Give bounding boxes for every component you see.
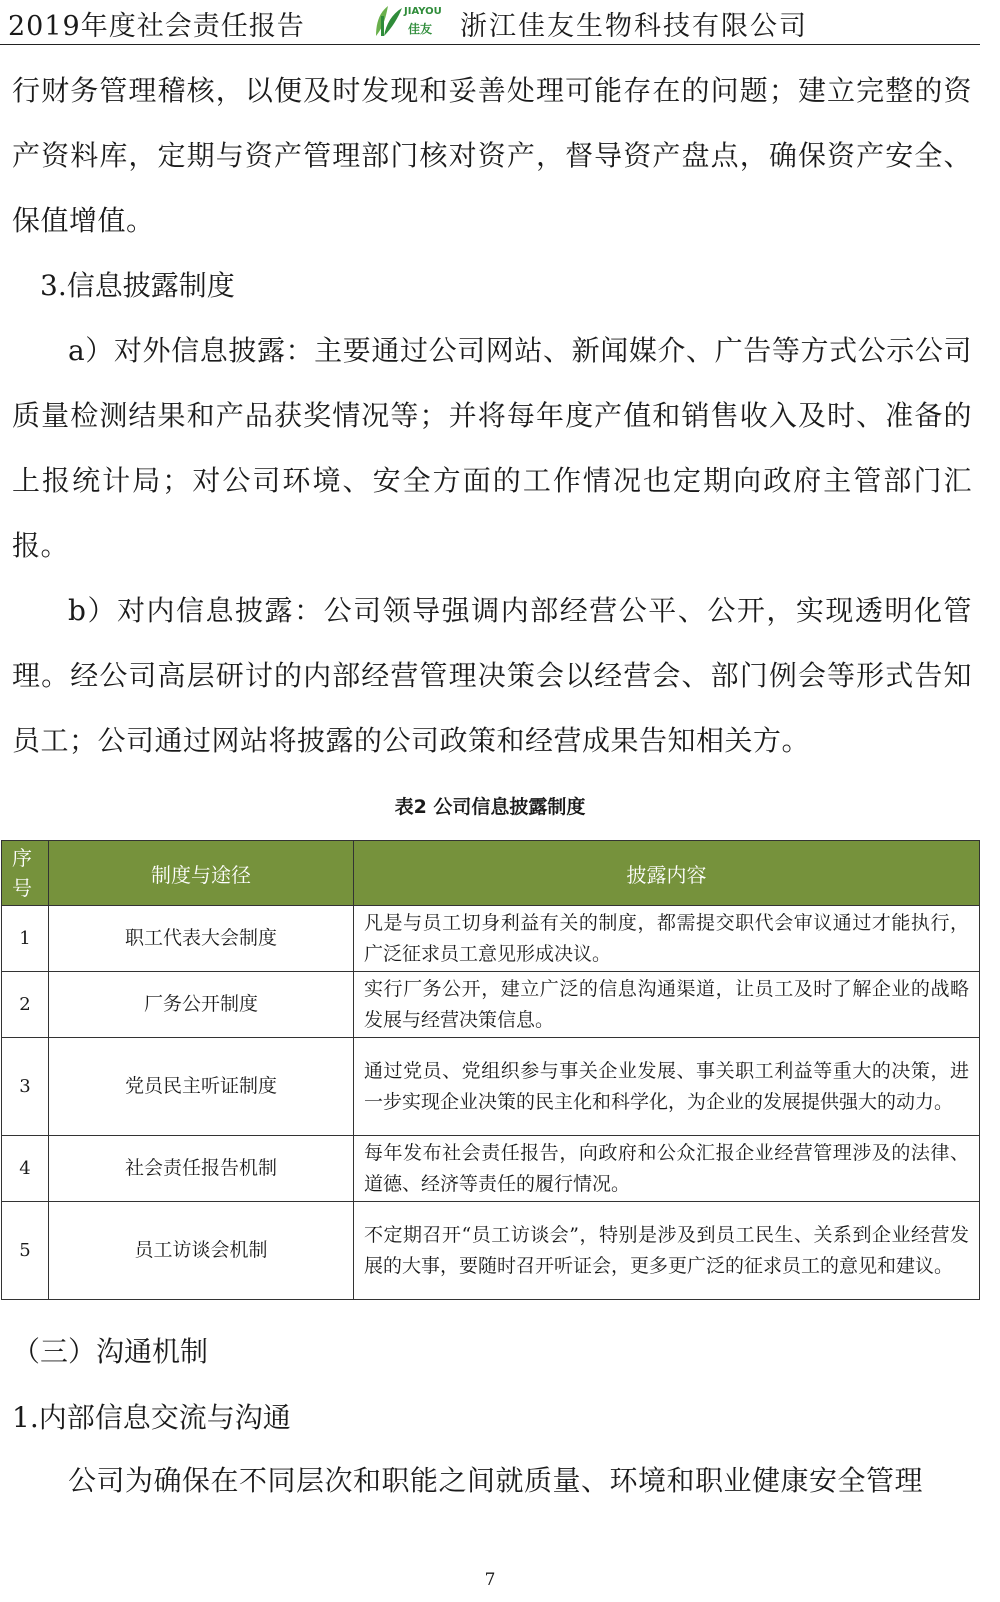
paragraph-internal-disclosure: b）对内信息披露：公司领导强调内部经营公平、公开，实现透明化管理。经公司高层研讨的内部经营管理决策会以经营会、部门例会等形式告知员工；公司通过网站将披露的公司政策和经营成果告知相关方。 — [12, 594, 972, 757]
table-row — [2, 1202, 980, 1300]
page-number: 7 — [484, 1570, 496, 1590]
header-content: 披露内容 — [354, 841, 980, 906]
table-row — [2, 906, 980, 972]
disclosure-table — [1, 840, 980, 1300]
row-system: 社会责任报告机制 — [49, 1136, 354, 1202]
row-system: 厂务公开制度 — [49, 972, 354, 1038]
leaf-logo-icon — [372, 2, 406, 38]
table-row — [2, 1136, 980, 1202]
row-system: 党员民主听证制度 — [49, 1038, 354, 1136]
row-number: 3 — [2, 1038, 49, 1136]
table-row — [2, 1038, 980, 1136]
logo-text-cn: 佳友 — [408, 22, 433, 36]
row-system: 员工访谈会机制 — [49, 1202, 354, 1300]
row-number: 1 — [2, 906, 49, 972]
paragraph-communication: 公司为确保在不同层次和职能之间就质量、环境和职业健康安全管理 — [68, 1464, 924, 1497]
row-number: 5 — [2, 1202, 49, 1300]
company-logo — [372, 2, 452, 42]
row-content: 凡是与员工切身利益有关的制度，都需提交职代会审议通过才能执行，广泛征求员工意见形成决议。 — [354, 906, 980, 972]
row-number: 4 — [2, 1136, 49, 1202]
table-caption: 表2 公司信息披露制度 — [394, 796, 586, 818]
header-system: 制度与途径 — [49, 841, 354, 906]
table-row — [2, 972, 980, 1038]
section-title-communication: （三）沟通机制 — [12, 1335, 209, 1368]
paragraph-external-disclosure: a）对外信息披露：主要通过公司网站、新闻媒介、广告等方式公示公司质量检测结果和产品获奖情况等；并将每年度产值和销售收入及时、准备的上报统计局；对公司环境、安全方面的工作情况也定期向政府主管部门汇报。 — [12, 334, 972, 562]
page-header — [0, 0, 980, 45]
logo-text-en: JIAYOU — [404, 6, 442, 17]
heading-disclosure-system: 3.信息披露制度 — [40, 269, 235, 302]
row-content: 通过党员、党组织参与事关企业发展、事关职工利益等重大的决策，进一步实现企业决策的民主化和科学化，为企业的发展提供强大的动力。 — [354, 1038, 980, 1136]
row-number: 2 — [2, 972, 49, 1038]
row-content: 实行厂务公开，建立广泛的信息沟通渠道，让员工及时了解企业的战略发展与经营决策信息。 — [354, 972, 980, 1038]
row-system: 职工代表大会制度 — [49, 906, 354, 972]
row-content: 每年发布社会责任报告，向政府和公众汇报企业经营管理涉及的法律、道德、经济等责任的履行情况。 — [354, 1136, 980, 1202]
company-name: 浙江佳友生物科技有限公司 — [460, 11, 808, 42]
report-title: 2019年度社会责任报告 — [8, 11, 305, 42]
row-content: 不定期召开“员工访谈会”，特别是涉及到员工民生、关系到企业经营发展的大事，要随时召开听证会，更多更广泛的征求员工的意见和建议。 — [354, 1202, 980, 1300]
header-number: 序号 — [2, 841, 49, 906]
table-header-row — [2, 841, 980, 906]
subsection-internal-communication: 1.内部信息交流与沟通 — [12, 1401, 291, 1434]
paragraph-asset-management: 行财务管理稽核，以便及时发现和妥善处理可能存在的问题；建立完整的资产资料库，定期与资产管理部门核对资产，督导资产盘点，确保资产安全、保值增值。 — [12, 74, 972, 237]
